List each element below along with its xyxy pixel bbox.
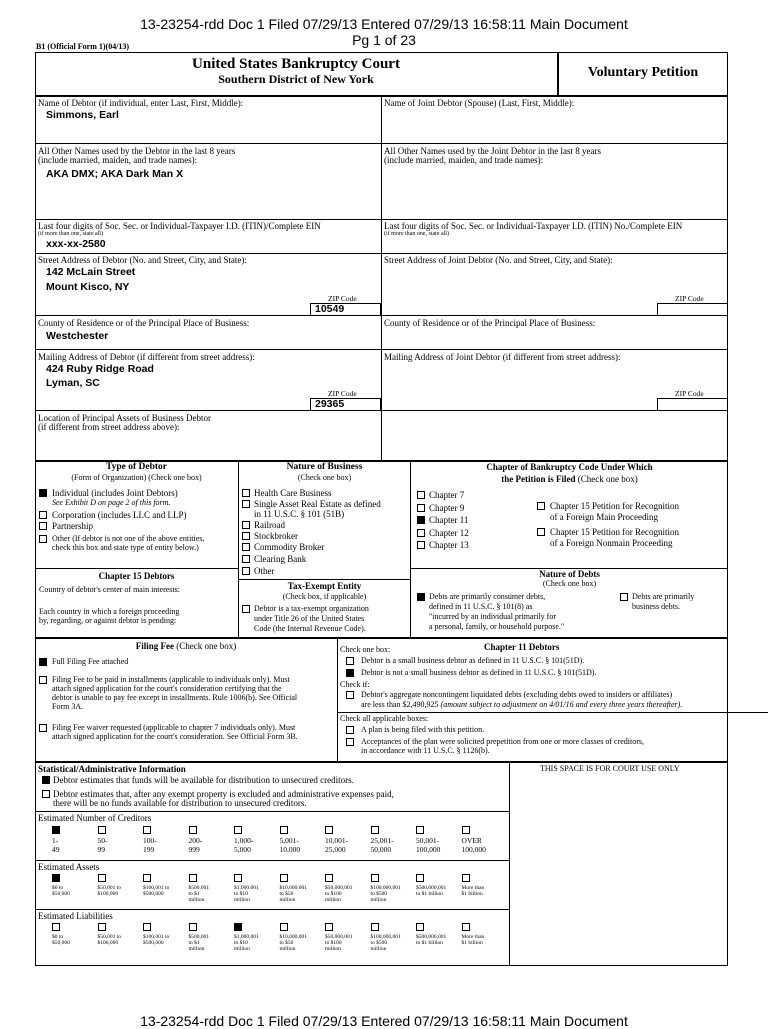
chapter-12-label: Chapter 12 — [429, 528, 469, 538]
assets-option-4-label: $1,000,001 — [234, 885, 259, 891]
plan-filed-label: A plan is being filed with this petition. — [361, 725, 485, 734]
debtor-other-names: AKA DMX; AKA Dark Man X — [46, 168, 184, 180]
type-debtor-title: Type of Debtor — [105, 462, 168, 472]
business-debts-label: Debts are primarily — [632, 592, 695, 601]
liabilities-option-9-label: More than — [461, 934, 485, 940]
nature-debts-title: Nature of Debts — [539, 569, 600, 579]
ch11-check-one: Check one box: — [340, 645, 391, 654]
liabilities-option-4-label: $1,000,001 — [234, 934, 259, 940]
aggregate-debts-checkbox[interactable] — [346, 691, 354, 699]
creditors-option-9-label: OVER — [461, 836, 482, 845]
liabilities-option-1-label: $100,000 — [97, 940, 119, 946]
creditors-option-3-checkbox[interactable] — [189, 826, 197, 834]
installments-label-3: debtor is unable to pay fee except in installments. Rule 1006(b). See Official — [52, 693, 298, 702]
assets-option-6-label: $50,000,001 — [325, 885, 353, 891]
chapter-title-2b: (Check one box) — [577, 474, 638, 484]
county-label: County of Residence or of the Principal Place of Business: — [38, 318, 250, 328]
acceptances-label-2: in accordance with 11 U.S.C. § 1126(b). — [361, 746, 490, 755]
filing-footer: 13-23254-rdd Doc 1 Filed 07/29/13 Entered 07/29/13 16:58:11 Main Document — [140, 1013, 628, 1029]
single-asset-checkbox[interactable] — [242, 500, 250, 508]
liabilities-option-8-label: $500,000,001 — [416, 934, 447, 940]
acceptances-label: Acceptances of the plan were solicited prepetition from one or more classes of creditors, — [361, 737, 645, 746]
creditors-option-3-label: 999 — [188, 844, 200, 854]
creditors-title: Estimated Number of Creditors — [38, 813, 152, 823]
assets-option-7-checkbox[interactable] — [371, 874, 379, 882]
debtor-name-label: Name of Debtor (if individual, enter Last, First, Middle): — [38, 98, 244, 108]
mailing-zip-label: ZIP Code — [328, 389, 357, 398]
filing-fee-heading — [35, 641, 337, 651]
single-asset-label: Single Asset Real Estate as defined — [254, 499, 381, 509]
chapter-11-checkbox[interactable] — [417, 516, 425, 524]
joint-other-names-label-2: (include married, maiden, and trade names): — [384, 155, 544, 165]
business-debts-label-2: business debts. — [632, 602, 680, 611]
creditors-option-2-label: 100- — [143, 836, 157, 845]
chapter-15-nonmain-checkbox[interactable] — [537, 528, 545, 536]
ssn-sub: (if more than one, state all) — [38, 231, 103, 237]
chapter-title: Chapter of Bankruptcy Code Under Which — [486, 462, 653, 472]
business-debts-checkbox[interactable] — [620, 593, 628, 601]
assets-option-3-label: to $1 — [188, 891, 200, 897]
location-label: Location of Principal Assets of Business Debtor — [38, 413, 211, 423]
creditors-option-7-label: 25,001- — [370, 836, 394, 845]
creditors-option-8-checkbox[interactable] — [416, 826, 424, 834]
assets-option-2-label: $100,001 to — [143, 885, 170, 891]
partnership-checkbox[interactable] — [39, 522, 47, 530]
chapter-12-checkbox[interactable] — [417, 529, 425, 537]
not-small-business-checkbox[interactable] — [346, 669, 354, 677]
assets-option-5-label: $10,000,001 — [279, 885, 307, 891]
individual-checkbox[interactable] — [39, 489, 47, 497]
mailing-label: Mailing Address of Debtor (if different from street address): — [38, 352, 255, 362]
form-id: B1 (Official Form 1)(04/13) — [36, 42, 130, 51]
chapter-9-checkbox[interactable] — [417, 504, 425, 512]
acceptances-checkbox[interactable] — [346, 738, 354, 746]
chapter-13-checkbox[interactable] — [417, 541, 425, 549]
assets-option-0-label: $50,000 — [52, 891, 70, 897]
assets-option-4-checkbox[interactable] — [234, 874, 242, 882]
liabilities-option-7-label: million — [370, 946, 387, 952]
liabilities-option-3-label: million — [188, 946, 205, 952]
commodity-checkbox[interactable] — [242, 543, 250, 551]
liabilities-option-8-label: to $1 billion — [416, 940, 443, 946]
joint-mailing-zip-box — [657, 398, 728, 411]
liabilities-option-6-label: to $100 — [325, 940, 342, 946]
liabilities-option-7-label: to $500 — [370, 940, 388, 946]
creditors-option-2-label: 199 — [143, 844, 155, 854]
health-care-label: Health Care Business — [254, 488, 332, 498]
ch15-foreign-label: Each country in which a foreign proceeding — [39, 607, 180, 616]
creditors-option-7-checkbox[interactable] — [371, 826, 379, 834]
no-funds-label-2: there will be no funds available for distribution to unsecured creditors. — [53, 798, 307, 808]
ch11-check-all: Check all applicable boxes: — [340, 714, 429, 723]
creditors-option-8-label: 50,001- — [416, 836, 440, 845]
liabilities-option-6-label: $50,000,001 — [325, 934, 353, 940]
liabilities-option-3-label: $500,001 — [188, 934, 210, 940]
assets-option-7-label: $100,000,001 — [370, 885, 401, 891]
creditors-option-4-label: 1,000- — [234, 836, 254, 845]
liabilities-option-7-label: $100,000,001 — [370, 934, 401, 940]
other-entity-label-2: check this box and state type of entity below.) — [52, 543, 199, 552]
assets-option-2-label: $500,000 — [143, 891, 164, 897]
ch11-title: Chapter 11 Debtors — [484, 642, 560, 652]
plan-filed-checkbox[interactable] — [346, 726, 354, 734]
liabilities-option-1-checkbox[interactable] — [98, 923, 106, 931]
liabilities-option-7-checkbox[interactable] — [371, 923, 379, 931]
assets-option-7-label: to $500 — [370, 891, 388, 897]
joint-ssn-label: Last four digits of Soc. Sec. or Individual-Taxpayer I.D. (ITIN) No./Complete EIN — [384, 221, 683, 231]
assets-title: Estimated Assets — [38, 862, 100, 872]
debtor-county: Westchester — [46, 330, 109, 342]
creditors-option-1-checkbox[interactable] — [98, 826, 106, 834]
joint-street-label: Street Address of Joint Debtor (No. and Street, City, and State): — [384, 255, 613, 265]
joint-ssn-sub: (if more than one, state all) — [384, 231, 449, 237]
creditors-option-4-checkbox[interactable] — [234, 826, 242, 834]
aggregate-debts-amount: are less than $2,490,925 — [361, 700, 439, 709]
stockbroker-label: Stockbroker — [254, 531, 298, 541]
creditors-option-0-label: 49 — [52, 844, 60, 854]
other-names-label: All Other Names used by the Debtor in the last 8 years — [38, 146, 236, 156]
consumer-debts-label-2: defined in 11 U.S.C. § 101(8) as — [429, 602, 533, 611]
creditors-option-7-label: 50,000 — [370, 844, 392, 854]
liabilities-option-0-checkbox[interactable] — [52, 923, 60, 931]
court-use-label: THIS SPACE IS FOR COURT USE ONLY — [540, 764, 680, 773]
nature-debts-sub: (Check one box) — [542, 579, 597, 588]
corporation-checkbox[interactable] — [39, 511, 47, 519]
ch15-foreign-label-2: by, regarding, or against debtor is pending: — [39, 616, 177, 625]
ch11-check-if: Check if: — [340, 680, 370, 689]
chapter-15-main-label-2: of a Foreign Main Proceeding — [550, 512, 658, 522]
zip-label: ZIP Code — [328, 294, 357, 303]
liabilities-option-9-label: $1 billion — [461, 940, 483, 946]
page-number: Pg 1 of 23 — [352, 32, 416, 48]
court-title: United States Bankruptcy Court — [192, 56, 400, 72]
liabilities-option-5-label: to $50 — [279, 940, 294, 946]
assets-option-3-label: $500,001 — [188, 885, 210, 891]
full-fee-checkbox[interactable] — [39, 658, 47, 666]
chapter-title-2 — [411, 474, 728, 484]
debtor-mailing-1: 424 Ruby Ridge Road — [46, 363, 154, 375]
assets-option-1-checkbox[interactable] — [98, 874, 106, 882]
liabilities-option-6-checkbox[interactable] — [325, 923, 333, 931]
creditors-option-1-label: 50- — [97, 836, 108, 845]
aggregate-debts-note: (amount subject to adjustment on 4/01/16 and every three years thereafter). — [440, 700, 683, 709]
installments-label-2: attach signed application for the court's consideration certifying that the — [52, 684, 282, 693]
assets-option-6-label: million — [325, 897, 341, 903]
assets-option-0-checkbox[interactable] — [52, 874, 60, 882]
assets-option-5-label: million — [279, 897, 296, 903]
liabilities-option-0-label: $0 to — [52, 934, 64, 940]
small-business-checkbox[interactable] — [346, 657, 354, 665]
debtor-mailing-zip: 29365 — [315, 398, 345, 410]
consumer-debts-checkbox[interactable] — [417, 593, 425, 601]
liabilities-option-0-label: $50,000 — [52, 940, 70, 946]
liabilities-option-1-label: $50,001 to — [97, 934, 122, 940]
funds-available-checkbox[interactable] — [42, 776, 50, 784]
joint-other-names-label: All Other Names used by the Joint Debtor in the last 8 years — [384, 146, 601, 156]
debtor-street-1: 142 McLain Street — [46, 266, 136, 278]
debtor-street-2: Mount Kisco, NY — [46, 281, 130, 293]
liabilities-option-3-label: to $1 — [188, 940, 200, 946]
creditors-option-9-checkbox[interactable] — [462, 826, 470, 834]
liabilities-option-5-label: million — [279, 946, 296, 952]
individual-label: Individual (includes Joint Debtors) — [52, 488, 178, 498]
other-entity-checkbox[interactable] — [39, 535, 47, 543]
debtor-name: Simmons, Earl — [46, 109, 119, 121]
creditors-option-0-label: 1- — [52, 836, 59, 845]
assets-option-9-label: $1 billion — [461, 891, 483, 897]
joint-name-label: Name of Joint Debtor (Spouse) (Last, First, Middle): — [384, 98, 575, 108]
debtor-mailing-2: Lyman, SC — [46, 377, 100, 389]
debtor-zip: 10549 — [315, 303, 345, 315]
joint-mailing-zip-label: ZIP Code — [675, 389, 704, 398]
liabilities-option-6-label: million — [325, 946, 341, 952]
assets-option-3-label: million — [188, 897, 205, 903]
assets-option-5-checkbox[interactable] — [280, 874, 288, 882]
liabilities-option-5-label: $10,000,001 — [279, 934, 307, 940]
creditors-option-5-label: 5,001- — [279, 836, 299, 845]
nature-business-title: Nature of Business — [286, 462, 363, 472]
other-entity-label: Other (If debtor is not one of the above entities, — [52, 534, 205, 543]
chapter-15-nonmain-label: Chapter 15 Petition for Recognition — [550, 527, 679, 537]
joint-mailing-label: Mailing Address of Joint Debtor (if different from street address): — [384, 352, 621, 362]
ssn-label: Last four digits of Soc. Sec. or Individual-Taxpayer I.D. (ITIN)/Complete EIN — [38, 221, 321, 231]
ch15-country-label: Country of debtor's center of main interests: — [39, 585, 180, 594]
chapter-13-label: Chapter 13 — [429, 540, 469, 550]
creditors-option-8-label: 100,000 — [416, 844, 441, 854]
creditors-option-6-checkbox[interactable] — [325, 826, 333, 834]
petition-title: Voluntary Petition — [587, 65, 699, 80]
tax-exempt-title: Tax-Exempt Entity — [287, 581, 362, 591]
railroad-label: Railroad — [254, 520, 285, 530]
liabilities-option-2-label: $100,001 to — [143, 934, 170, 940]
assets-option-8-label: to $1 billion — [416, 891, 443, 897]
assets-option-3-checkbox[interactable] — [189, 874, 197, 882]
chapter-15-nonmain-label-2: of a Foreign Nonmain Proceeding — [550, 538, 673, 548]
filing-fee-title: Filing Fee — [135, 641, 174, 651]
filing-header: 13-23254-rdd Doc 1 Filed 07/29/13 Entered 07/29/13 16:58:11 Main Document — [140, 16, 628, 32]
chapter-15-main-label: Chapter 15 Petition for Recognition — [550, 501, 679, 511]
assets-option-8-checkbox[interactable] — [416, 874, 424, 882]
not-small-business-label: Debtor is not a small business debtor as defined in 11 U.S.C. § 101(51D). — [361, 668, 597, 677]
type-debtor-sub: (Form of Organization) (Check one box) — [71, 473, 202, 482]
commodity-label: Commodity Broker — [254, 542, 325, 552]
nature-business-sub: (Check one box) — [297, 473, 352, 482]
installments-label-4: Form 3A. — [52, 702, 84, 711]
joint-county-label: County of Residence or of the Principal Place of Business: — [384, 318, 596, 328]
creditors-option-4-label: 5,000 — [234, 844, 251, 854]
assets-option-4-label: million — [234, 897, 250, 903]
assets-option-6-label: to $100 — [325, 891, 342, 897]
tax-exempt-label: Debtor is a tax-exempt organization — [254, 604, 369, 613]
assets-option-5-label: to $50 — [279, 891, 294, 897]
single-asset-label-2: in 11 U.S.C. § 101 (51B) — [254, 509, 345, 519]
assets-option-2-checkbox[interactable] — [143, 874, 151, 882]
street-label: Street Address of Debtor (No. and Street, City, and State): — [38, 255, 247, 265]
assets-option-9-label: More than — [461, 885, 485, 891]
clearing-bank-label: Clearing Bank — [254, 554, 307, 564]
liabilities-option-5-checkbox[interactable] — [280, 923, 288, 931]
joint-zip-box — [657, 303, 728, 316]
fee-waiver-checkbox[interactable] — [39, 724, 47, 732]
creditors-option-1-label: 99 — [97, 844, 105, 854]
assets-option-1-label: $50,001 to — [97, 885, 122, 891]
installments-checkbox[interactable] — [39, 676, 47, 684]
liabilities-option-4-checkbox[interactable] — [234, 923, 242, 931]
creditors-option-5-checkbox[interactable] — [280, 826, 288, 834]
liabilities-option-3-checkbox[interactable] — [189, 923, 197, 931]
chapter-15-main-checkbox[interactable] — [537, 502, 545, 510]
creditors-option-2-checkbox[interactable] — [143, 826, 151, 834]
aggregate-debts-label: Debtor's aggregate noncontingent liquidated debts (excluding debts owed to insiders or affiliates) — [361, 690, 673, 699]
corporation-label: Corporation (includes LLC and LLP) — [52, 510, 187, 520]
chapter-7-checkbox[interactable] — [417, 491, 425, 499]
creditors-option-6-label: 10,001- — [325, 836, 349, 845]
court-district: Southern District of New York — [218, 72, 374, 86]
assets-option-7-label: million — [370, 897, 387, 903]
stats-title: Statistical/Administrative Information — [38, 764, 186, 774]
individual-sub: See Exhibit D on page 2 of this form. — [52, 498, 171, 507]
full-fee-label: Full Filing Fee attached — [52, 657, 129, 666]
chapter-9-label: Chapter 9 — [429, 503, 465, 513]
creditors-option-5-label: 10,000 — [279, 844, 301, 854]
clearing-bank-checkbox[interactable] — [242, 555, 250, 563]
assets-option-4-label: to $10 — [234, 891, 248, 897]
tax-exempt-label-2: under Title 26 of the United States — [254, 614, 365, 623]
creditors-option-9-label: 100,000 — [461, 844, 486, 854]
other-business-checkbox[interactable] — [242, 567, 250, 575]
funds-available-label: Debtor estimates that funds will be available for distribution to unsecured creditors. — [53, 775, 354, 785]
tax-exempt-label-3: Code (the Internal Revenue Code). — [254, 624, 366, 633]
consumer-debts-label: Debts are primarily consumer debts, — [429, 592, 546, 601]
chapter-title-2a: the Petition is Filed — [501, 474, 576, 484]
liabilities-title: Estimated Liabilities — [38, 911, 113, 921]
liabilities-option-4-label: to $10 — [234, 940, 248, 946]
liabilities-option-2-checkbox[interactable] — [143, 923, 151, 931]
other-business-label: Other — [254, 566, 275, 576]
ch15-title: Chapter 15 Debtors — [98, 571, 175, 581]
chapter-7-label: Chapter 7 — [429, 490, 465, 500]
liabilities-option-4-label: million — [234, 946, 250, 952]
consumer-debts-label-4: a personal, family, or household purpose." — [429, 622, 565, 631]
consumer-debts-label-3: "incurred by an individual primarily for — [429, 612, 557, 621]
chapter-11-label: Chapter 11 — [429, 515, 469, 525]
assets-option-6-checkbox[interactable] — [325, 874, 333, 882]
liabilities-option-9-checkbox[interactable] — [462, 923, 470, 931]
assets-option-8-label: $500,000,001 — [416, 885, 447, 891]
no-funds-label: Debtor estimates that, after any exempt property is excluded and administrative expenses paid, — [53, 789, 394, 799]
partnership-label: Partnership — [52, 521, 93, 531]
liabilities-option-8-checkbox[interactable] — [416, 923, 424, 931]
creditors-option-0-checkbox[interactable] — [52, 826, 60, 834]
liabilities-option-2-label: $500,000 — [143, 940, 164, 946]
creditors-option-3-label: 200- — [188, 836, 203, 845]
fee-waiver-label: Filing Fee waiver requested (applicable to chapter 7 individuals only). Must — [52, 723, 296, 732]
tax-exempt-checkbox[interactable] — [242, 605, 250, 613]
no-funds-checkbox[interactable] — [42, 790, 50, 798]
small-business-label: Debtor is a small business debtor as defined in 11 U.S.C. § 101(51D). — [361, 656, 585, 665]
debtor-ssn: xxx-xx-2580 — [46, 238, 106, 250]
filing-fee-sub: (Check one box) — [176, 641, 237, 651]
stockbroker-checkbox[interactable] — [242, 532, 250, 540]
tax-exempt-sub: (Check box, if applicable) — [282, 592, 367, 601]
aggregate-debts-line2 — [361, 700, 682, 710]
assets-option-9-checkbox[interactable] — [462, 874, 470, 882]
installments-label: Filing Fee to be paid in installments (applicable to individuals only). Must — [52, 675, 290, 684]
creditors-option-6-label: 25,000 — [325, 844, 346, 854]
health-care-checkbox[interactable] — [242, 489, 250, 497]
fee-waiver-label-2: attach signed application for the court's consideration. See Official Form 3B. — [52, 732, 298, 741]
assets-option-0-label: $0 to — [52, 885, 64, 891]
location-label-2: (if different from street address above): — [38, 422, 180, 432]
joint-zip-label: ZIP Code — [675, 294, 704, 303]
assets-option-1-label: $100,000 — [97, 891, 119, 897]
other-names-label-2: (include married, maiden, and trade names): — [38, 155, 198, 165]
railroad-checkbox[interactable] — [242, 521, 250, 529]
